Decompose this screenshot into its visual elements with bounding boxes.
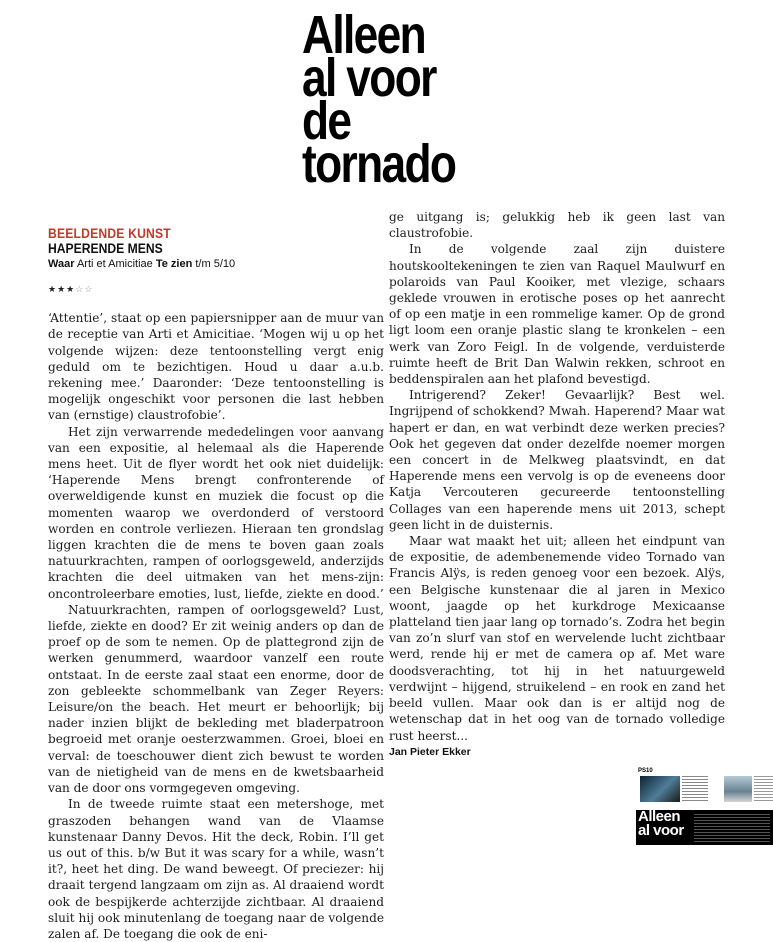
preview-text-block	[682, 776, 708, 802]
body-paragraph: In de volgende zaal zijn duistere houtskooltekeningen te zien van Raquel Maulwurf en polaroids van Paul Kooiker, met vlezige, schaars geklede vrouwen in erotische poses op het aanrecht of op een matje in een rommelige kamer. Op de grond ligt loom een oranje plastic slang te kronkelen – een werk van Zoro Feigl. In de volgende, verduisterde ruimte heeft de Brit Dan Walwin rekken, schroot en beddenspiralen aan het plafond bevestigd.	[389, 242, 725, 387]
page-preview-thumbnail	[636, 768, 773, 845]
star-icon: ★	[48, 285, 58, 295]
headline-line: Alleen	[302, 5, 426, 65]
preview-headline-line: al voor	[638, 822, 684, 839]
where-label: Waar	[48, 258, 75, 270]
star-icon: ★	[57, 285, 67, 295]
right-column	[389, 209, 725, 759]
preview-page-label: PS10	[638, 768, 653, 774]
star-rating	[48, 282, 384, 298]
exhibition-meta	[48, 256, 384, 272]
when-label: Te zien	[155, 258, 193, 270]
preview-photo	[724, 776, 752, 802]
section-kicker: BEELDENDE KUNST	[48, 226, 171, 241]
preview-headline	[638, 810, 684, 838]
where-value: Arti et Amicitiae	[76, 258, 153, 270]
headline-line: tornado	[302, 134, 456, 194]
preview-text-block	[694, 814, 770, 842]
left-column	[48, 226, 384, 942]
preview-photo	[640, 776, 680, 802]
article-headline	[302, 5, 564, 194]
headline-line: de	[302, 91, 351, 151]
preview-headline-line: Alleen	[638, 808, 681, 825]
exhibition-title: HAPERENDE MENS	[48, 241, 163, 256]
body-paragraph: Het zijn verwarrende mededelingen voor aanvang van een expositie, al helemaal als die Haperende mens heet. Uit de flyer wordt het ook niet duidelijk: ‘Haperende Mens brengt confronterende of overweldigende kunst en muziek die focust op die momenten waarop we overdonderd of verstoord worden en controle verliezen. Hieraan ten grondslag liggen krachten die de mens te boven gaan zoals natuurkrachten, rampen of oorlogsgeweld, anderzijds krachten die deel uitmaken van het mens-zijn: oncontroleerbare emoties, lust, liefde, ziekte en dood.’	[48, 424, 384, 601]
body-paragraph: ge uitgang is; gelukkig heb ik geen last van claustrofobie.	[389, 210, 725, 241]
star-icon: ★	[66, 285, 76, 295]
body-paragraph: Maar wat maakt het uit; alleen het eindpunt van de expositie, de adembenemende video Tornado van Francis Alÿs, is reden genoeg voor een bezoek. Alÿs, een Belgische kunstenaar die al jaren in Mexico woont, jaagde op het kurkdroge Mexicaanse platteland tien jaar lang op tornado’s. Zodra het begin van zo’n slurf van stof en wervelende lucht zichtbaar werd, rende hij er met de camera op af. Met ware doodsverachting, tot hij in het natuurgeweld verdwijnt – hijgend, struikelend – en rook en zand het beeld vullen. Maar ook dan is er altijd nog de wetenschap dat in het oog van de tornado volledige rust heerst...	[389, 534, 725, 743]
when-value: t/m 5/10	[195, 258, 236, 270]
star-empty-icon: ☆	[75, 285, 85, 295]
body-paragraph: Intrigerend? Zeker! Gevaarlijk? Best wel. Ingrijpend of schokkend? Mwah. Haperend? Maar wat hapert er dan, en wat verbindt deze werken precies? Ook het gegeven dat onder dezelfde noemer morgen een concert in de Melkweg plaatsvindt, en dat Haperende mens een vervolg is op de eveneens door Katja Vercouteren gecureerde tentoonstelling Collages van een haperende mens uit 2013, schept geen licht in de duisternis.	[389, 388, 725, 532]
body-paragraph: Natuurkrachten, rampen of oorlogsgeweld? Lust, liefde, ziekte en dood? Er zit weinig anders op dan de proef op de som te nemen. Op de plattegrond zijn de werken genummerd, waardoor vanzelf een route ontstaat. In de eerste zaal staat een enorme, door de zon gebleekte schommelbank van Zeger Reyers: Leisure/on the beach. Het meurt er behoorlijk; bij nader inzien blijkt de bekleding met bladerpatroon begroeid met oranje oesterzwammen. Groei, bloei en verval: de toeschouwer dient zich bewust te worden van de nietigheid van de mens en de kwetsbaarheid van de door ons vormgegeven omgeving.	[48, 602, 384, 796]
body-paragraph: In de tweede ruimte staat een metershoge, met graszoden behangen wand van de Vlaamse kunstenaar Danny Devos. Hit the deck, Robin. I’ll get us out of this. b/w But it was scary for a while, wasn’t it?, heet het ding. De wand beweegt. Of preciezer: hij draait tergend langzaam om zijn as. Al draaiend wordt ook de bespijkerde achterzijde zichtbaar. Al draaiend sluit hij ook minutenlang de toegang naar de volgende zalen af. De toegang die ook de eni-	[48, 797, 384, 941]
author-byline: Jan Pieter Ekker	[389, 745, 471, 758]
star-empty-icon: ☆	[84, 285, 94, 295]
headline-line: al voor	[302, 48, 436, 108]
body-paragraph: ‘Attentie’, staat op een papiersnipper aan de muur van de receptie van Arti et Amicitiae. ‘Mogen wij u op het volgende wijzen: deze tentoonstelling vergt enig geduld om te bezichtigen. Houd u daar a.u.b. rekening mee.’ Daaronder: ‘Deze tentoonstelling is mogelijk ongeschikt voor personen die last hebben van (ernstige) claustrofobie’.	[48, 311, 384, 423]
preview-text-block	[754, 776, 773, 802]
